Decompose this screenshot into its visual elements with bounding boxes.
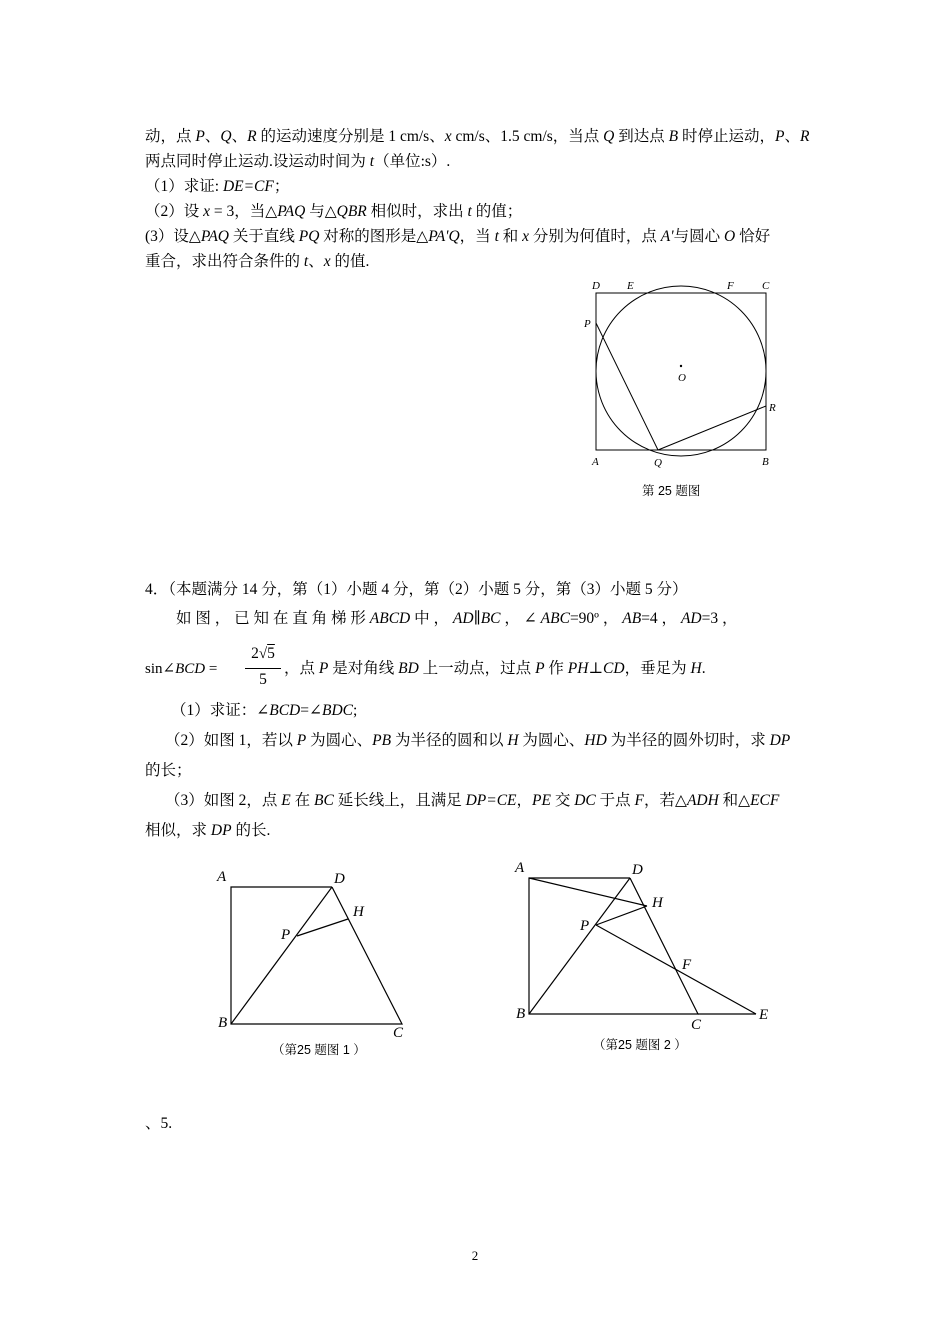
fig2-label-F: F xyxy=(682,957,692,973)
square-abcd xyxy=(596,293,766,450)
circle-o xyxy=(596,286,766,456)
label-A: A xyxy=(592,456,599,468)
label-D: D xyxy=(592,280,600,292)
p4-question-2: （2）如图 1，若以 P 为圆心、PB 为半径的圆和以 H 为圆心、HD 为半径的圆外切时，求 DP xyxy=(165,732,791,749)
segment-pe-fig2 xyxy=(596,925,756,1014)
p4-header: 4．（本题满分 14 分，第（1）小题 4 分，第（2）小题 5 分，第（3）小题 5 分） xyxy=(145,581,688,598)
diagonal-bd-fig2 xyxy=(529,878,630,1014)
fig2-label-P: P xyxy=(580,918,590,934)
figure-1-caption: （第25 题图 1 ） xyxy=(272,1043,366,1057)
fig2-label-D: D xyxy=(632,862,643,878)
segment-pq xyxy=(596,323,658,450)
label-C: C xyxy=(762,280,770,292)
label-Q: Q xyxy=(654,457,662,469)
p3-line1: 动，点 P、Q、R 的运动速度分别是 1 cm/s、x cm/s、1.5 cm/s，当点 Q 到达点 B 时停止运动，P、R xyxy=(145,128,810,145)
p4-intro: 如 图 ， 已 知 在 直 角 梯 形 ABCD 中 ， AD∥BC ， ∠ ABC=90º ， AB=4 ， AD=3 ， xyxy=(176,610,738,627)
p3-question-3: (3）设△PAQ 关于直线 PQ 对称的图形是△PA'Q，当 t 和 x 分别为何值时，点 A'与圆心 O 恰好 xyxy=(145,228,771,245)
figure-25-caption: 第 25 题图 xyxy=(642,484,701,498)
p4-condition: ，点 P 是对角线 BD 上一动点，过点 P 作 PH⊥CD，垂足为 H. xyxy=(284,660,706,677)
fig2-label-A: A xyxy=(515,860,525,876)
label-O: O xyxy=(678,372,686,384)
figure-2-caption: （第25 题图 2 ） xyxy=(593,1038,687,1052)
p3-question-3-cont: 重合，求出符合条件的 t、x 的值. xyxy=(145,253,370,270)
p4-question-2-cont: 的长； xyxy=(145,762,192,779)
p4-question-3-cont: 相似，求 DP 的长. xyxy=(145,822,271,839)
figure-2-trapezoid xyxy=(529,878,756,1014)
fig1-label-D: D xyxy=(334,871,345,887)
segment-ah-fig2 xyxy=(529,878,647,906)
p4-question-1: （1）求证：∠BCD=∠BDC; xyxy=(171,702,358,719)
p4-sin-condition: sin∠BCD = xyxy=(145,661,218,677)
trapezoid-abcd-fig1 xyxy=(231,887,402,1024)
fraction-numerator: 2√5 xyxy=(251,645,275,662)
segment-ph-fig1 xyxy=(297,919,348,936)
label-B: B xyxy=(762,456,769,468)
page-number: 2 xyxy=(471,1248,479,1263)
label-F: F xyxy=(727,280,734,292)
problem-5-label: 、5. xyxy=(145,1115,173,1132)
segment-ph-fig2 xyxy=(596,906,647,925)
fig2-label-H: H xyxy=(652,895,663,911)
label-P: P xyxy=(584,318,591,330)
trapezoid-abcd-fig2 xyxy=(529,878,698,1014)
fig2-label-E: E xyxy=(759,1007,769,1023)
p3-line2: 两点同时停止运动.设运动时间为 t（单位:s）. xyxy=(145,153,451,170)
fig1-label-P: P xyxy=(281,927,291,943)
fig1-label-C: C xyxy=(393,1025,404,1041)
p3-question-1: （1）求证: DE=CF； xyxy=(145,178,290,195)
segment-qr xyxy=(658,406,766,450)
p3-question-2: （2）设 x = 3，当△PAQ 与△QBR 相似时，求出 t 的值； xyxy=(145,203,523,220)
center-o-dot xyxy=(680,365,682,367)
p4-question-3: （3）如图 2，点 E 在 BC 延长线上，且满足 DP=CE，PE 交 DC 于点 F，若△ADH 和△ECF xyxy=(165,792,780,809)
fig2-label-C: C xyxy=(691,1017,702,1033)
fraction-denominator: 5 xyxy=(259,671,267,688)
fig1-label-A: A xyxy=(217,869,227,885)
fig1-label-H: H xyxy=(353,904,364,920)
figure-1-trapezoid xyxy=(231,887,402,1024)
fraction-bar xyxy=(245,668,281,669)
fig2-label-B: B xyxy=(516,1006,526,1022)
diagonal-bd-fig1 xyxy=(231,887,332,1024)
label-E: E xyxy=(627,280,634,292)
label-R: R xyxy=(769,402,776,414)
fig1-label-B: B xyxy=(218,1015,228,1031)
